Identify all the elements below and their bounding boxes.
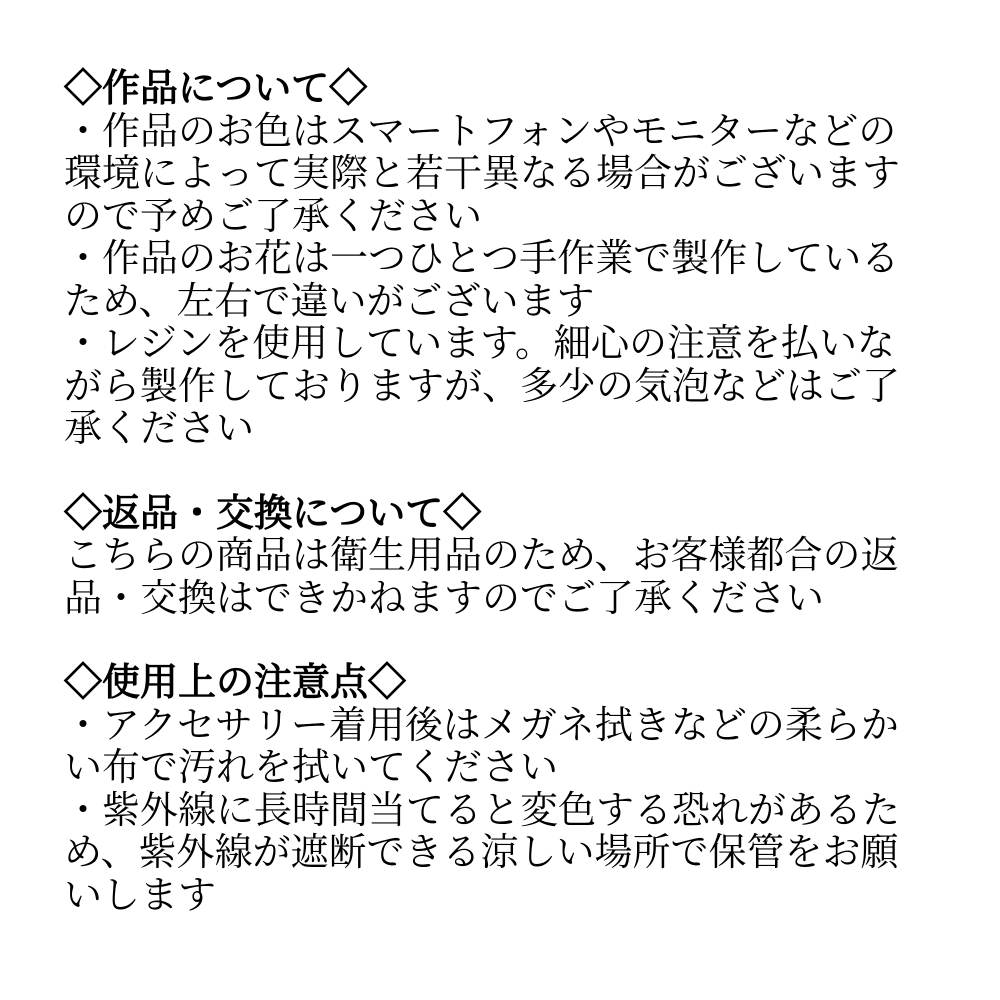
text-line: ・レジンを使用しています。細心の注意を払いな: [64, 323, 896, 365]
text-line: ・紫外線に長時間当てると変色する恐れがあるた: [64, 789, 901, 832]
text-line: 品・交換はできかねますのでご了承ください: [64, 577, 825, 620]
section-about-item-heading: ◇作品について◇: [64, 68, 368, 110]
text-line: い布で汚れを拭いてください: [64, 747, 559, 789]
section-returns-exchange-heading: ◇返品・交換について◇: [64, 492, 482, 535]
section-about-item: [64, 68, 944, 451]
section-returns-exchange: [64, 493, 944, 621]
text-line: ・作品のお色はスマートフォンやモニターなどの: [64, 110, 897, 153]
product-notes-page: [64, 68, 944, 917]
text-line: がら製作しておりますが、多少の気泡などはご了: [64, 365, 901, 408]
text-line: ので予めご了承ください: [64, 195, 483, 238]
section-usage-cautions-heading: ◇使用上の注意点◇: [64, 662, 407, 704]
text-line: ・アクセサリー着用後はメガネ拭きなどの柔らか: [64, 704, 899, 747]
text-line: ため、左右で違いがございます: [64, 280, 595, 323]
text-line: いします: [64, 874, 217, 917]
text-line: ・作品のお花は一つひとつ手作業で製作している: [64, 238, 900, 280]
text-line: こちらの商品は衛生用品のため、お客様都合の返: [64, 535, 899, 577]
section-usage-cautions: [64, 662, 944, 917]
text-line: 環境によって実際と若干異なる場合がございます: [64, 153, 901, 195]
text-line: め、紫外線が遮断できる涼しい場所で保管をお願: [64, 832, 899, 874]
text-line: 承ください: [64, 408, 255, 450]
